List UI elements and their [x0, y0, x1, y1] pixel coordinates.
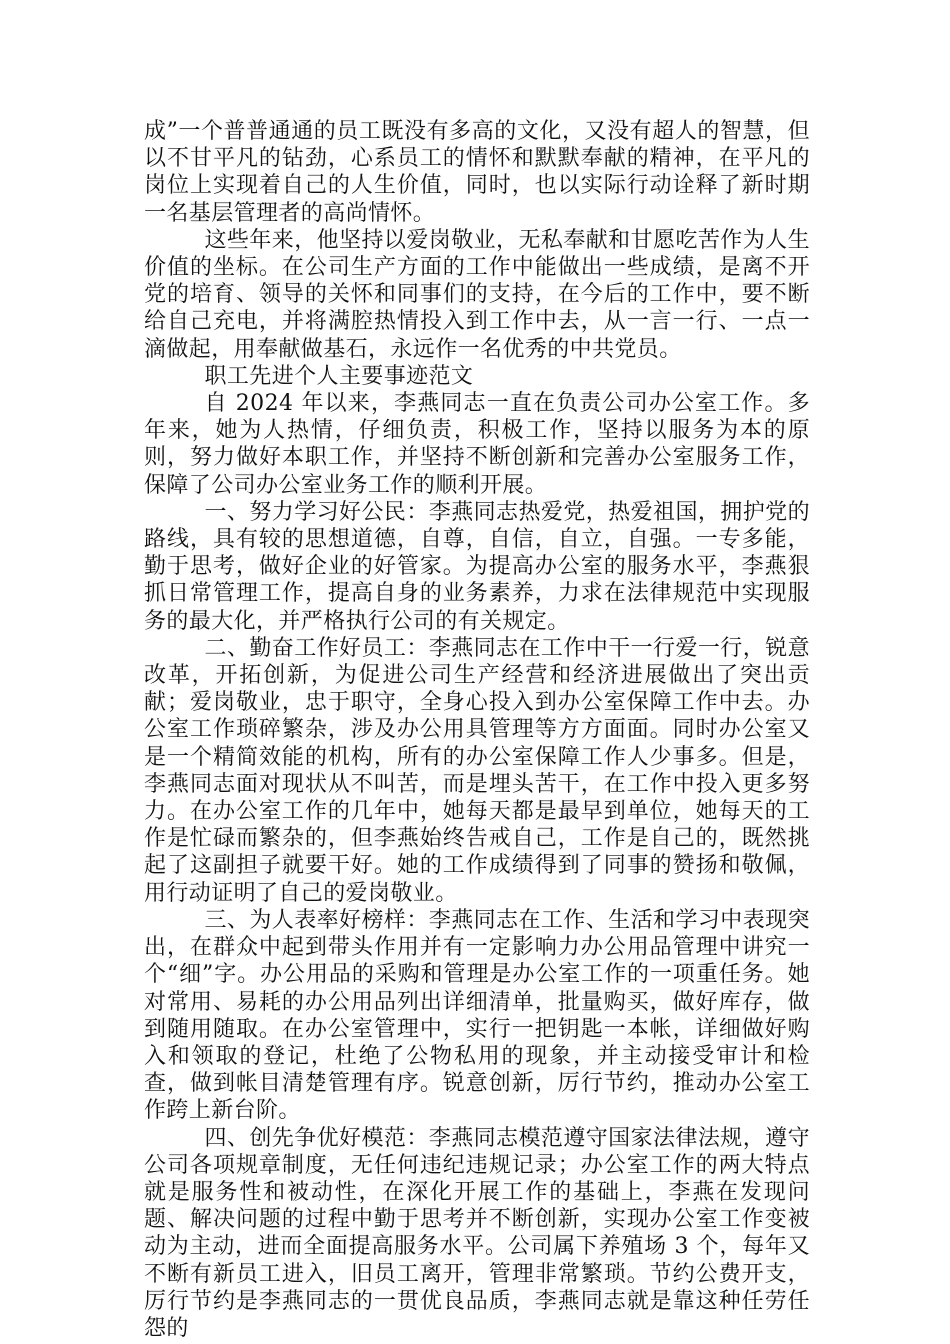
document-body [144, 118, 810, 1342]
paragraph-point-four: 四、创先争优好模范：李燕同志模范遵守国家法律法规，遵守公司各项规章制度，无任何违纪违规记录；办公室工作的两大特点就是服务性和被动性，在深化开展工作的基础上，李燕在发现问题、解决问题的过程中勤于思考并不断创新，实现办公室工作变被动为主动，进而全面提高服务水平。公司属下养殖场 3 个，每年又不断有新员工进入，旧员工离开，管理非常繁琐。节约公费开支，厉行节约是李燕同志的一贯优良品质，李燕同志就是靠这种任劳任怨的 [144, 1125, 810, 1341]
paragraph-intro-continuation: 成”一个普普通通的员工既没有多高的文化，又没有超人的智慧，但以不甘平凡的钻劲，心系员工的情怀和默默奉献的精神，在平凡的岗位上实现着自己的人生价值，同时，也以实际行动诠释了新时期一名基层管理者的高尚情怀。 [144, 119, 810, 226]
paragraph-point-one: 一、努力学习好公民：李燕同志热爱党，热爱祖国，拥护党的路线，具有较的思想道德，自尊，自信，自立，自强。一专多能，勤于思考，做好企业的好管家。为提高办公室的服务水平，李燕狠抓日常管理工作，提高自身的业务素养，力求在法律规范中实现服务的最大化，并严格执行公司的有关规定。 [144, 499, 810, 634]
paragraph-point-two: 二、勤奋工作好员工：李燕同志在工作中干一行爱一行，锐意改革，开拓创新，为促进公司生产经营和经济进展做出了突出贡献；爱岗敬业，忠于职守，全身心投入到办公室保障工作中去。办公室工作琐碎繁杂，涉及办公用具管理等方方面面。同时办公室又是一个精简效能的机构，所有的办公室保障工作人少事多。但是，李燕同志面对现状从不叫苦，而是埋头苦干，在工作中投入更多努力。在办公室工作的几年中，她每天都是最早到单位，她每天的工作是忙碌而繁杂的，但李燕始终告戒自己，工作是自己的，既然挑起了这副担子就要干好。她的工作成绩得到了同事的赞扬和敬佩，用行动证明了自己的爱岗敬业。 [144, 635, 810, 906]
paragraph-overview: 自 2024 年以来，李燕同志一直在负责公司办公室工作。多年来，她为人热情，仔细负责，积极工作，坚持以服务为本的原则，努力做好本职工作，并坚持不断创新和完善办公室服务工作，保障了公司办公室业务工作的顺利开展。 [144, 391, 810, 498]
section-heading: 职工先进个人主要事迹范文 [204, 363, 474, 389]
paragraph-point-three: 三、为人表率好榜样：李燕同志在工作、生活和学习中表现突出，在群众中起到带头作用并有一定影响力办公用品管理中讲究一个“细”字。办公用品的采购和管理是办公室工作的一项重任务。她对常用、易耗的办公用品列出详细清单，批量购买，做好库存，做到随用随取。在办公室管理中，实行一把钥匙一本帐，详细做好购入和领取的登记，杜绝了公物私用的现象，并主动接受审计和检查，做到帐目清楚管理有序。锐意创新，厉行节约，推动办公室工作跨上新台阶。 [144, 907, 810, 1124]
paragraph-summary: 这些年来，他坚持以爱岗敬业，无私奉献和甘愿吃苦作为人生价值的坐标。在公司生产方面的工作中能做出一些成绩，是离不开党的培育、领导的关怀和同事们的支持，在今后的工作中，要不断给自己充电，并将满腔热情投入到工作中去，从一言一行、一点一滴做起，用奉献做基石，永远作一名优秀的中共党员。 [144, 227, 810, 362]
